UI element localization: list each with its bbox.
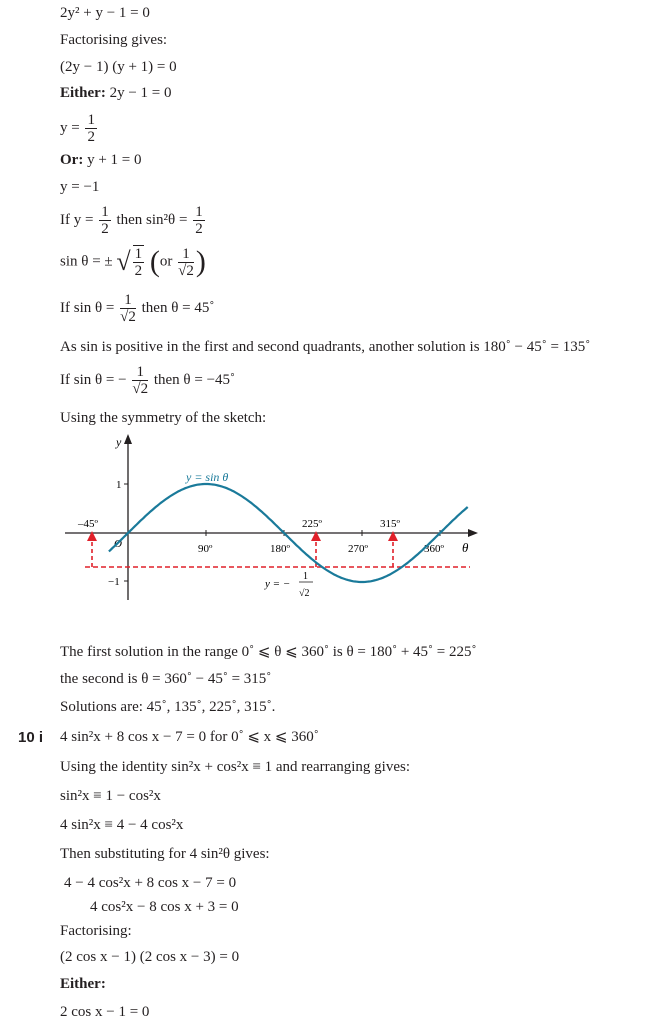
numerator: 1 <box>132 364 148 381</box>
y-tick-label: −1 <box>108 576 120 588</box>
annotation-label: 225º <box>302 518 322 530</box>
hline-label-num: 1 <box>303 571 308 582</box>
equation: y + 1 = 0 <box>87 152 142 168</box>
lhs: y = <box>60 119 80 136</box>
arrow-315 <box>388 531 398 567</box>
numerator: 1 <box>195 204 203 220</box>
equation: 2y − 1 = 0 <box>109 85 172 101</box>
y-tick-label: 1 <box>116 479 122 491</box>
text-line: Using the symmetry of the sketch: <box>60 410 267 426</box>
equation-line: 4 − 4 cos²x + 8 cos x − 7 = 0 <box>64 875 237 891</box>
curve-label: y = sin θ <box>186 470 229 484</box>
then-text: then θ = −45˚ <box>153 371 236 388</box>
fraction <box>133 245 145 279</box>
denominator: √2 <box>120 309 136 325</box>
sqrt-icon: √ <box>116 247 131 276</box>
if-text: If y = <box>60 211 94 228</box>
equation-line <box>60 204 207 237</box>
or-label: Or: <box>60 152 84 168</box>
equation-line: 4 cos²x − 8 cos x + 3 = 0 <box>90 899 239 915</box>
fraction <box>132 364 148 397</box>
equation-line: 4 sin²x + 8 cos x − 7 = 0 for 0˚ ⩽ x ⩽ 360˚ <box>60 729 319 745</box>
fraction <box>193 204 205 237</box>
equation-line: sin²x ≡ 1 − cos²x <box>60 788 161 804</box>
if-text: If sin θ = − <box>60 371 127 388</box>
then-text: then θ = 45˚ <box>141 299 215 316</box>
text-line: the second is θ = 360˚ − 45˚ = 315˚ <box>60 671 272 687</box>
denominator: 2 <box>101 221 109 237</box>
x-tick-label: 180º <box>270 543 290 555</box>
text-line: Then substituting for 4 sin²θ gives: <box>60 846 270 862</box>
x-axis-arrow-icon <box>468 529 478 537</box>
fraction <box>120 292 136 325</box>
equation-line <box>60 112 99 145</box>
denominator: 2 <box>134 263 143 279</box>
either-label: Either: <box>60 976 106 992</box>
origin-label: O <box>114 538 122 550</box>
text-line: The first solution in the range 0˚ ⩽ θ ⩽ 360˚ is θ = 180˚ + 45˚ = 225˚ <box>60 644 477 660</box>
equation-line: (2y − 1) (y + 1) = 0 <box>60 59 177 75</box>
fraction <box>99 204 111 237</box>
numerator: 1 <box>178 246 194 263</box>
x-axis-label: θ <box>462 540 469 555</box>
equation-line: 2 cos x − 1 = 0 <box>60 1004 150 1020</box>
numerator: 1 <box>120 292 136 309</box>
text-line: Factorising: <box>60 923 132 939</box>
text-line: Solutions are: 45˚, 135˚, 225˚, 315˚. <box>60 699 276 715</box>
numerator: 1 <box>101 204 109 220</box>
if-text: If sin θ = <box>60 299 115 316</box>
equation-line <box>60 292 214 325</box>
hline-label: y = − <box>265 578 291 590</box>
text-line: As sin is positive in the first and second quadrants, another solution is 180˚ − 45˚ = 135˚ <box>60 339 591 355</box>
equation-line: y = −1 <box>60 179 100 195</box>
paren-close: ) <box>195 245 206 278</box>
annotation-label: 315º <box>380 518 400 530</box>
text-line: Using the identity sin²x + cos²x ≡ 1 and rearranging gives: <box>60 759 411 775</box>
fraction <box>85 112 97 145</box>
y-axis-label: y <box>116 435 122 449</box>
equation-line <box>60 364 235 397</box>
lhs: sin θ = ± <box>60 253 113 270</box>
equation-line <box>60 151 142 169</box>
numerator: 1 <box>134 246 143 262</box>
paren-open: ( <box>149 245 160 278</box>
numerator: 1 <box>87 112 95 128</box>
denominator: √2 <box>178 262 194 279</box>
denominator: 2 <box>195 221 203 237</box>
fraction <box>178 246 194 279</box>
or-text: or <box>159 253 173 270</box>
hline-label-den: √2 <box>299 588 310 599</box>
equation-line: 4 sin²x ≡ 4 − 4 cos²x <box>60 817 184 833</box>
either-label: Either: <box>60 85 106 101</box>
annotation-label: –45º <box>78 518 98 530</box>
x-tick-label: 270º <box>348 543 368 555</box>
x-tick-label: 90º <box>198 543 213 555</box>
equation-line <box>60 245 206 279</box>
question-number: 10 i <box>18 729 44 746</box>
y-axis-arrow-icon <box>124 434 132 444</box>
equation-line <box>60 84 172 102</box>
equation-line: (2 cos x − 1) (2 cos x − 3) = 0 <box>60 949 240 965</box>
x-tick-label: 360º <box>424 543 444 555</box>
arrow-m45 <box>87 531 97 567</box>
then-text: then sin²θ = <box>116 211 188 228</box>
denominator: 2 <box>87 129 95 145</box>
denominator: √2 <box>132 381 149 397</box>
text-line: Factorising gives: <box>60 32 168 48</box>
sine-graph <box>0 430 670 610</box>
equation-line: 2y² + y − 1 = 0 <box>60 5 150 21</box>
